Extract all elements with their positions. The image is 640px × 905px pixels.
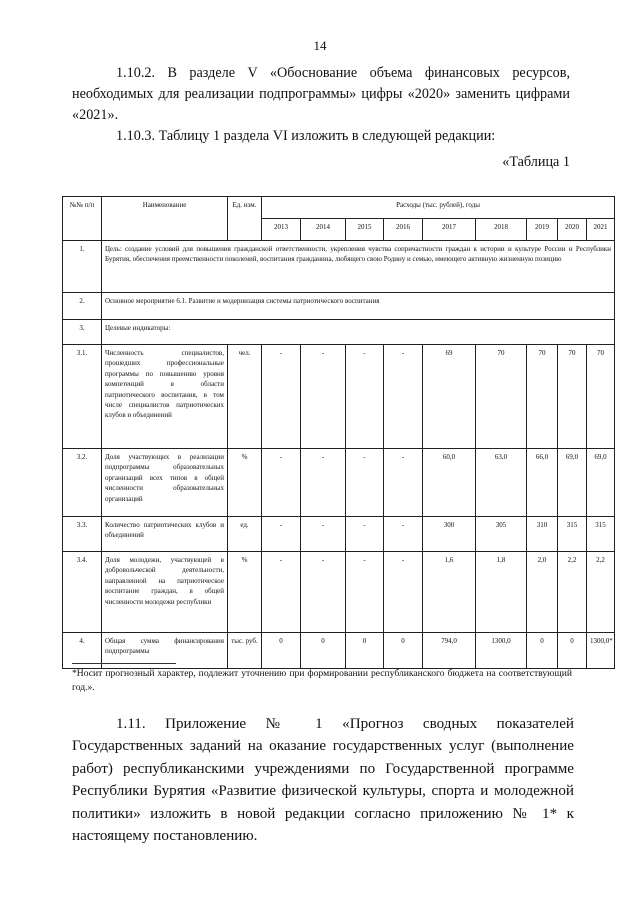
- row-value: 1300,0*: [587, 633, 615, 669]
- header-year: 2018: [476, 219, 527, 241]
- header-name: Наименование: [102, 197, 228, 241]
- row-value: 70: [527, 345, 558, 449]
- row-value: 70: [558, 345, 587, 449]
- paragraph-1-11: 1.11. Приложение № 1 «Прогноз сводных показателей Государственных заданий на оказание государственных услуг (выполнение работ) республиканскими учреждениями по Государственной программе Республики Бурятия «Развитие физической культуры, спорта и молодежной политики» изложить в новой редакции согласно приложению № 1* к настоящему постановлению.: [72, 716, 574, 845]
- header-year: 2019: [527, 219, 558, 241]
- row-value: 315: [587, 517, 615, 552]
- row-value: -: [301, 345, 346, 449]
- row-value: 1,8: [476, 552, 527, 633]
- row-value: 0: [527, 633, 558, 669]
- header-unit: Ед. изм.: [228, 197, 262, 241]
- row-value: -: [384, 345, 423, 449]
- row-unit: тыс. руб.: [228, 633, 262, 669]
- row-value: 0: [262, 633, 301, 669]
- row-value: -: [346, 345, 384, 449]
- row-unit: %: [228, 449, 262, 517]
- row-num: 3.3.: [63, 517, 102, 552]
- row-value: 1300,0: [476, 633, 527, 669]
- header-year: 2015: [346, 219, 384, 241]
- row-unit: ед.: [228, 517, 262, 552]
- row-value: -: [262, 517, 301, 552]
- row-value: 315: [558, 517, 587, 552]
- row-value: 63,0: [476, 449, 527, 517]
- header-num: №№ п/п: [63, 197, 102, 241]
- row-value: -: [346, 517, 384, 552]
- header-year: 2021: [587, 219, 615, 241]
- indicators-table: [62, 196, 615, 669]
- row-value: 66,0: [527, 449, 558, 517]
- row-value: -: [346, 552, 384, 633]
- row-value: -: [262, 552, 301, 633]
- row-value: -: [384, 449, 423, 517]
- row-num: 3.2.: [63, 449, 102, 517]
- row-value: 1,6: [423, 552, 476, 633]
- page-number: 14: [313, 38, 327, 53]
- row-value: -: [384, 517, 423, 552]
- row-value: -: [301, 517, 346, 552]
- row-num: 2.: [63, 293, 102, 320]
- table-row: [63, 449, 615, 517]
- table-row: [63, 241, 615, 293]
- table-row: [63, 320, 615, 345]
- row-value: -: [301, 552, 346, 633]
- row-value: 2,0: [527, 552, 558, 633]
- footnote: *Носит прогнозный характер, подлежит уточнению при формировании республиканского бюджета на соответствующий год.».: [72, 668, 572, 693]
- row-indicators-heading: Целевые индикаторы:: [102, 320, 615, 345]
- table-row: [63, 552, 615, 633]
- table-row: [63, 293, 615, 320]
- row-value: 70: [476, 345, 527, 449]
- row-name: Доля молодежи, участвующей в добровольческой деятельности, направленной на патриотическое воспитание граждан, в общей численности молодежи республики: [102, 552, 228, 633]
- header-year: 2020: [558, 219, 587, 241]
- footnote-separator: [72, 663, 176, 664]
- paragraph-1-10-2: 1.10.2. В разделе V «Обоснование объема финансовых ресурсов, необходимых для реализации подпрограммы» цифры «2020» заменить цифрами «2021».: [72, 65, 570, 123]
- row-value: 0: [301, 633, 346, 669]
- row-value: 310: [527, 517, 558, 552]
- row-unit: чел.: [228, 345, 262, 449]
- row-value: 69,0: [587, 449, 615, 517]
- table-caption: «Таблица 1: [502, 154, 570, 170]
- row-value: -: [262, 449, 301, 517]
- row-value: 2,2: [587, 552, 615, 633]
- row-name: Общая сумма финансирования подпрограммы: [102, 633, 228, 669]
- header-year: 2017: [423, 219, 476, 241]
- table-row: [63, 345, 615, 449]
- row-name: Численность специалистов, прошедших профессиональные программы по повышению уровня компетенций в области патриотического воспитания, в том числе специалистов патриотических клубов и объединений: [102, 345, 228, 449]
- row-value: 0: [558, 633, 587, 669]
- row-num: 1.: [63, 241, 102, 293]
- row-value: -: [262, 345, 301, 449]
- row-value: 60,0: [423, 449, 476, 517]
- row-value: 0: [384, 633, 423, 669]
- row-num: 3.4.: [63, 552, 102, 633]
- row-value: 70: [587, 345, 615, 449]
- paragraph-1-10-3: 1.10.3. Таблицу 1 раздела VI изложить в следующей редакции:: [116, 128, 496, 144]
- row-value: 300: [423, 517, 476, 552]
- row-name: Доля участвующих в реализации подпрограммы образовательных организаций всех типов в общей численности образовательных организаций: [102, 449, 228, 517]
- row-value: -: [301, 449, 346, 517]
- row-num: 3.1.: [63, 345, 102, 449]
- row-activity-text: Основное мероприятие 6.1. Развитие и модернизация системы патриотического воспитания: [102, 293, 615, 320]
- row-value: 0: [346, 633, 384, 669]
- row-value: 305: [476, 517, 527, 552]
- row-value: 69,0: [558, 449, 587, 517]
- row-value: 2,2: [558, 552, 587, 633]
- table-row: [63, 517, 615, 552]
- row-num: 4.: [63, 633, 102, 669]
- header-year: 2016: [384, 219, 423, 241]
- header-year: 2014: [301, 219, 346, 241]
- row-value: -: [346, 449, 384, 517]
- row-num: 3.: [63, 320, 102, 345]
- row-unit: %: [228, 552, 262, 633]
- row-value: 794,0: [423, 633, 476, 669]
- row-value: 69: [423, 345, 476, 449]
- row-name: Количество патриотических клубов и объединений: [102, 517, 228, 552]
- header-expenses: Расходы (тыс. рублей), годы: [262, 197, 615, 219]
- row-goal-text: Цель: создание условий для повышения гражданской ответственности, укрепления чувства сопричастности граждан к истории и культуре России и Республики Бурятия, обеспечения преемственности поколений, воспитания гражданина, любящего свою Родину и семью, имеющего активную жизненную позицию: [102, 241, 615, 293]
- header-year: 2013: [262, 219, 301, 241]
- row-value: -: [384, 552, 423, 633]
